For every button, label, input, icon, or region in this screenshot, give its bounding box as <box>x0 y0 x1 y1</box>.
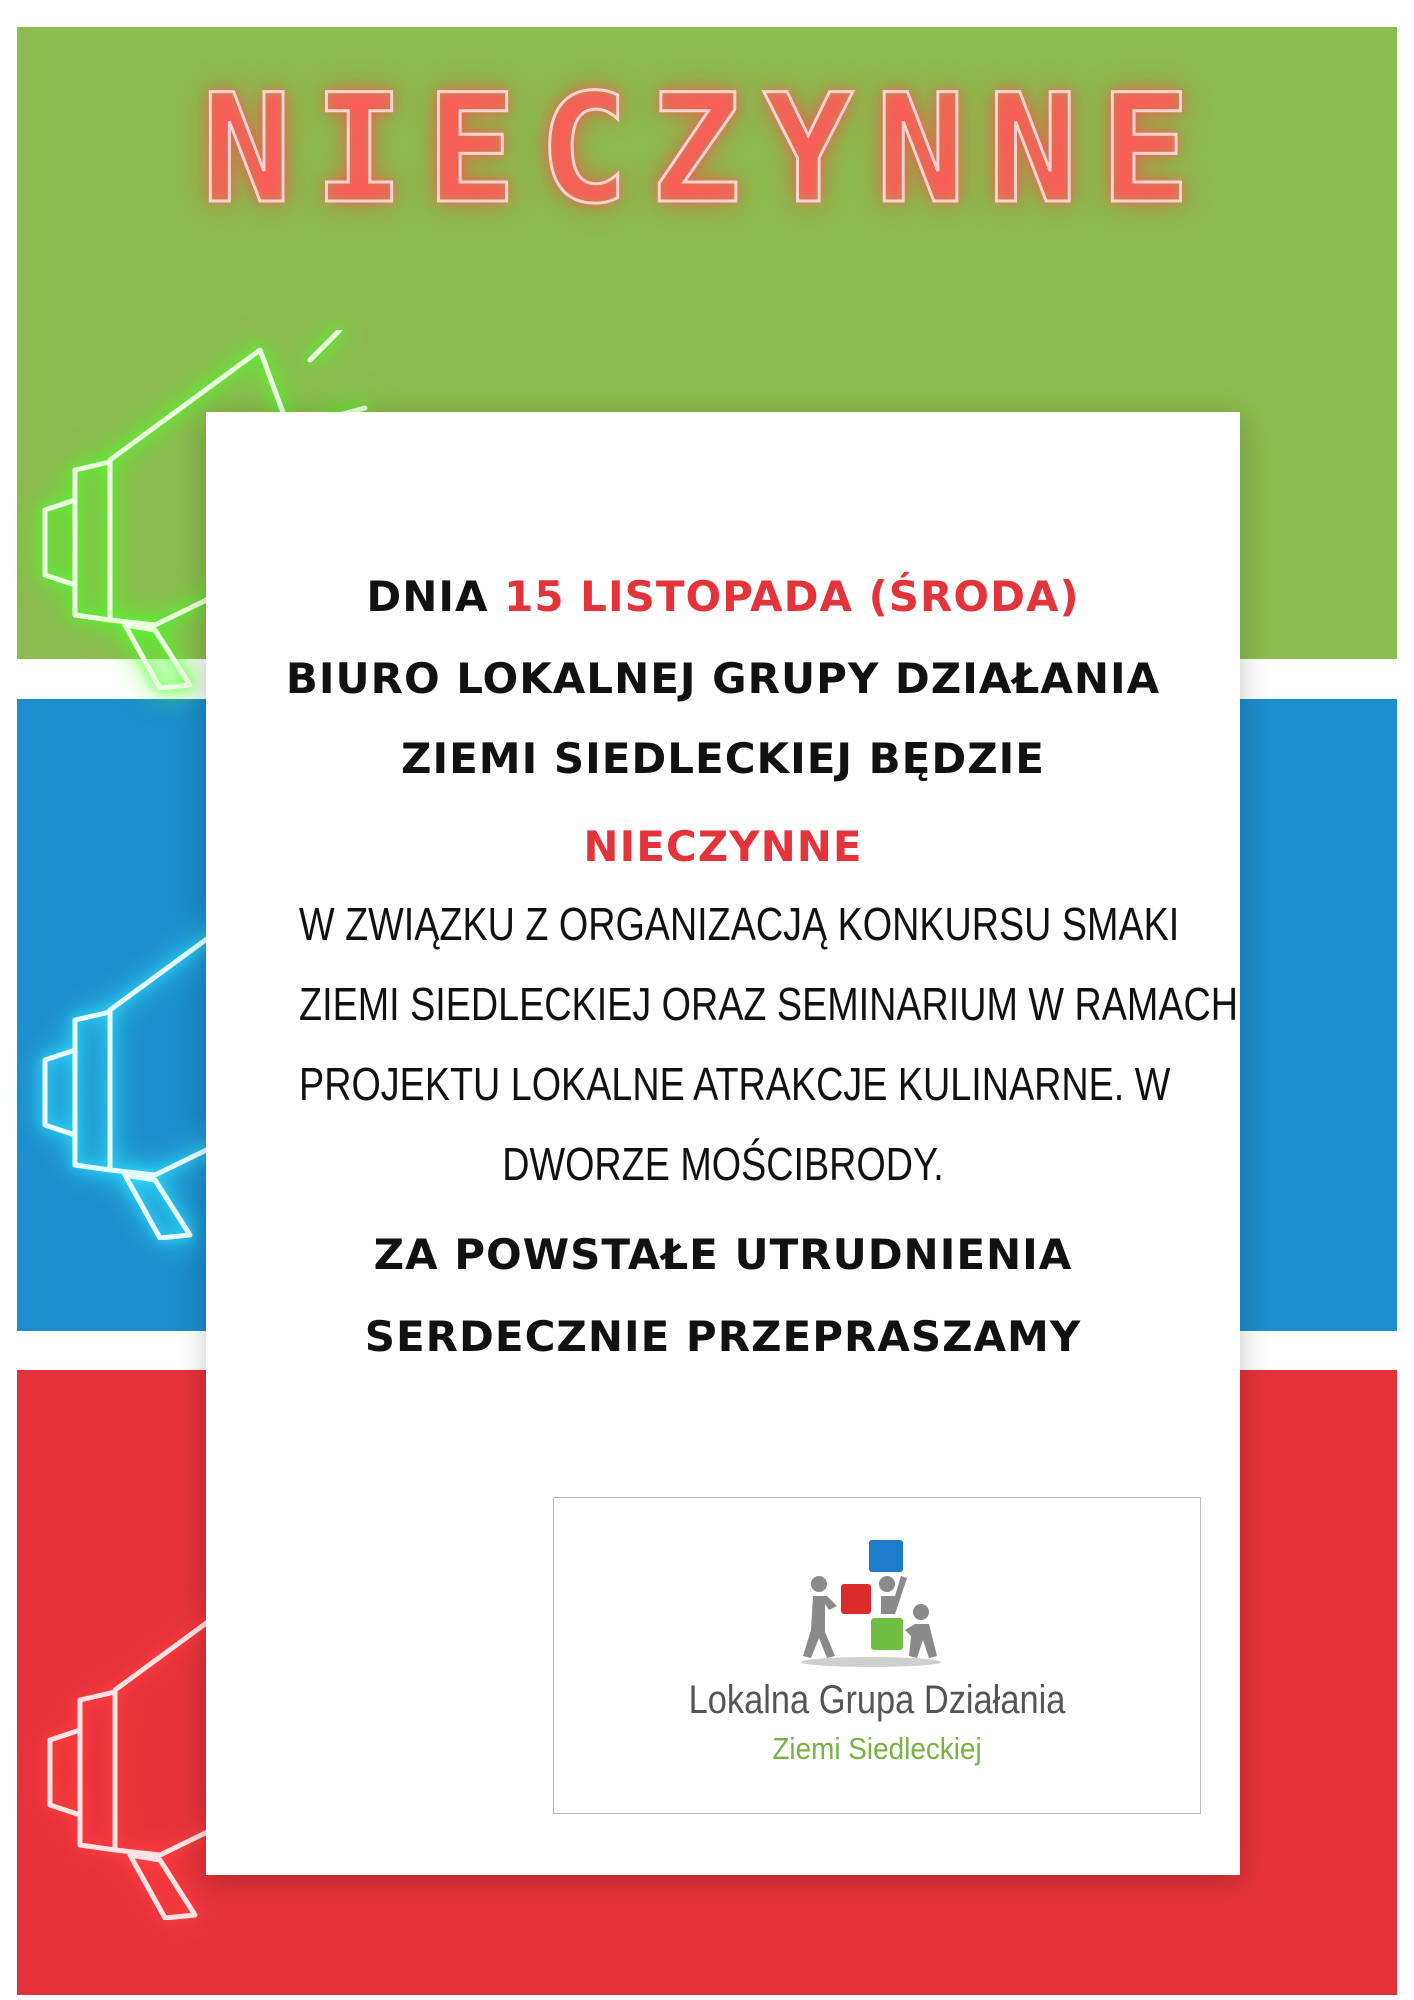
notice-office-line: BIURO LOKALNEJ GRUPY DZIAŁANIA <box>285 654 1161 703</box>
notice-reason-line-2: ZIEMI SIEDLECKIEJ ORAZ SEMINARIUM W RAMACH <box>299 978 1238 1030</box>
notice-closed-word: NIECZYNNE <box>583 822 863 871</box>
notice-reason-line-4: DWORZE MOŚCIBRODY. <box>502 1138 944 1190</box>
notice-date: 15 LISTOPADA (ŚRODA) <box>504 572 1080 621</box>
lgd-logo-icon <box>799 1540 949 1670</box>
notice-apology-line-1: ZA POWSTAŁE UTRUDNIENIA <box>373 1230 1073 1279</box>
notice-date-prefix: DNIA <box>366 572 505 621</box>
logo-name: Lokalna Grupa Działania <box>688 1678 1066 1722</box>
notice-region-line: ZIEMI SIEDLECKIEJ BĘDZIE <box>401 734 1045 783</box>
page-title: NIECZYNNE <box>201 63 1213 237</box>
logo-box <box>553 1497 1201 1814</box>
notice-reason-line-1: W ZWIĄZKU Z ORGANIZACJĄ KONKURSU SMAKI <box>299 898 1180 950</box>
notice-date-line <box>206 572 1240 621</box>
logo-subtitle: Ziemi Siedleckiej <box>772 1731 982 1766</box>
notice-reason-line-3: PROJEKTU LOKALNE ATRAKCJE KULINARNE. W <box>299 1058 1171 1110</box>
notice-card <box>206 412 1240 1875</box>
notice-apology-line-2: SERDECZNIE PRZEPRASZAMY <box>364 1312 1082 1361</box>
